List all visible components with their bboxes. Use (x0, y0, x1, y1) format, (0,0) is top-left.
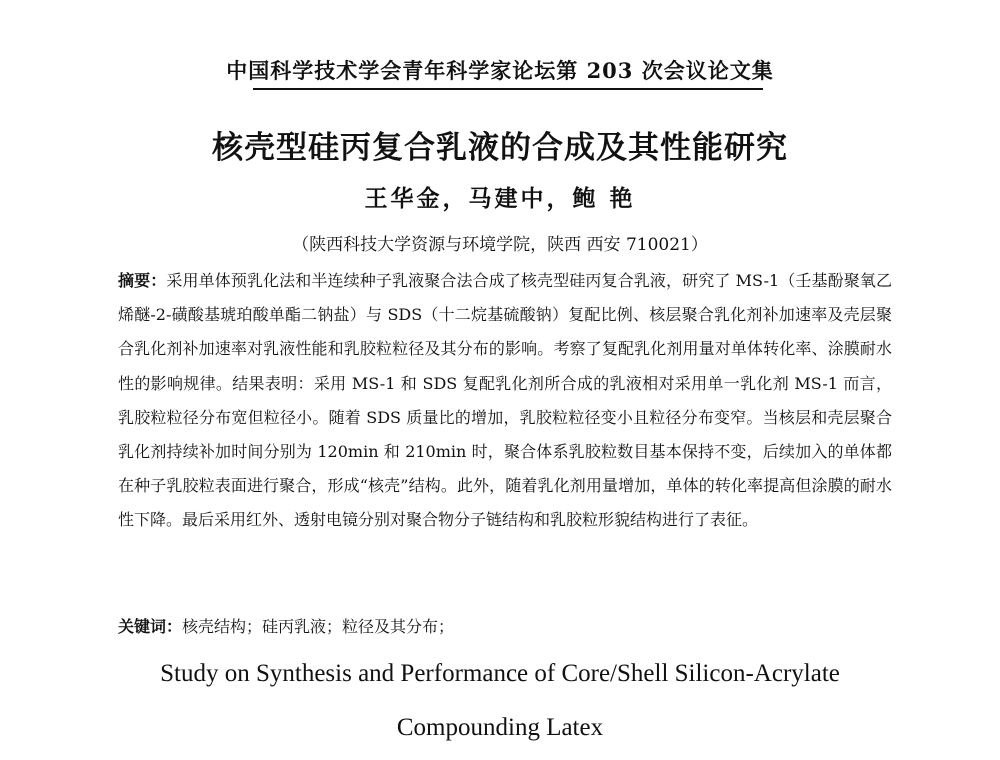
abstract (118, 264, 892, 538)
keywords (118, 614, 892, 637)
keywords-text: 核壳结构；硅丙乳液；粒径及其分布； (182, 617, 455, 636)
keywords-label: 关键词： (118, 617, 183, 636)
paper-title-cn: 核壳型硅丙复合乳液的合成及其性能研究 (212, 130, 788, 166)
abstract-text: 采用单体预乳化法和半连续种子乳液聚合法合成了核壳型硅丙复合乳液，研究了 MS-1（壬基酚聚氧乙烯醚-2-磺酸基琥珀酸单酯二钠盐）与 SDS（十二烷基硫酸钠）复配比例、核层聚合乳化剂补加速率及壳层聚合乳化剂补加速率对乳液性能和乳胶粒粒径及其分布的影响。考察了复配乳化剂用量对单体转化率、涂膜耐水性的影响规律。结果表明：采用 MS-1 和 SDS 复配乳化剂所合成的乳液相对采用单一乳化剂 MS-1 而言，乳胶粒粒径分布宽但粒径小。随着 SDS 质量比的增加，乳胶粒粒径变小且粒径分布变窄。当核层和壳层聚合乳化剂持续补加时间分别为 120min 和 210min 时，聚合体系乳胶粒数目基本保持不变，后续加入的单体都在种子乳胶粒表面进行聚合，形成“核壳”结构。此外，随着乳化剂用量增加，单体的转化率提高但涂膜的耐水性下降。最后采用红外、透射电镜分别对聚合物分子链结构和乳胶粒形貌结构进行了表征。 (118, 271, 892, 530)
author-list: 王华金，马建中，鲍 艳 (364, 185, 636, 212)
paper-title-en-line2: Compounding Latex (396, 714, 604, 741)
abstract-label: 摘要： (118, 271, 167, 290)
header-rule (253, 88, 763, 90)
proceedings-header: 中国科学技术学会青年科学家论坛第 203 次会议论文集 (226, 58, 774, 83)
paper-title-en-line1: Study on Synthesis and Performance of Core/Shell Silicon-Acrylate (160, 660, 840, 687)
author-affiliation: （陕西科技大学资源与环境学院，陕西 西安 710021） (292, 235, 708, 255)
